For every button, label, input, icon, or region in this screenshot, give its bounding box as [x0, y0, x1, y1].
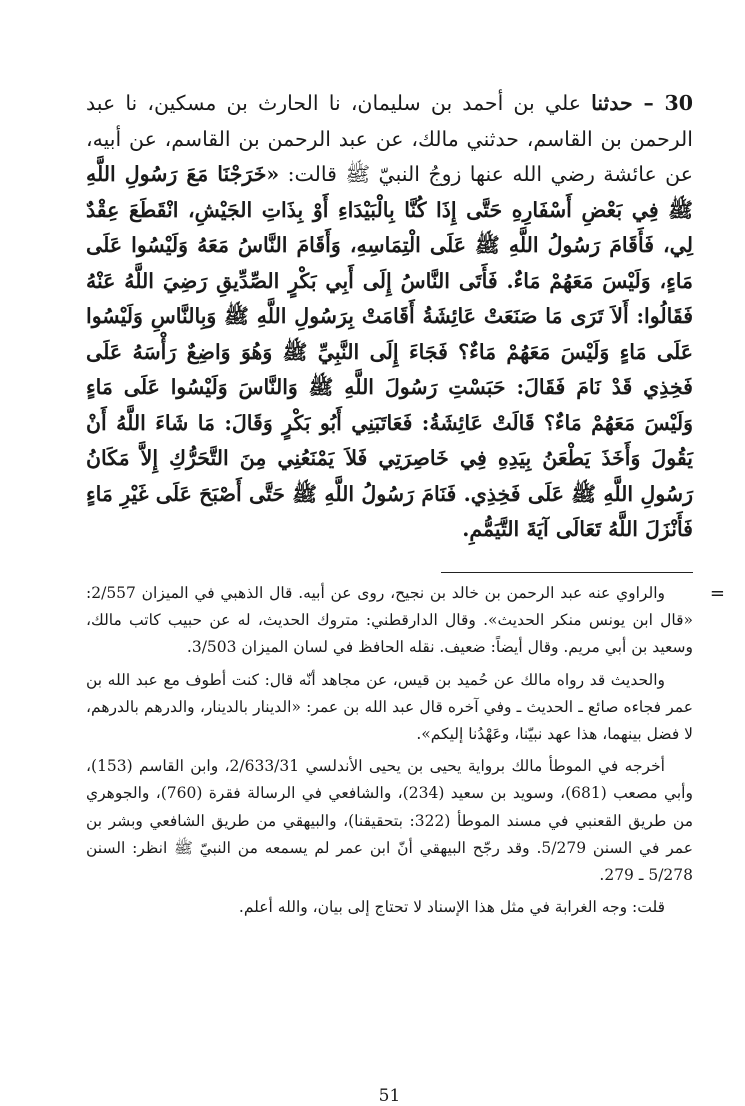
footnote-paragraph: قلت: وجه الغرابة في مثل هذا الإسناد لا تحتاج إلى بيان، والله أعلم.: [238, 898, 665, 917]
footnote-paragraph: أخرجه في الموطأ مالك برواية يحيى بن يحيى الأندلسي 2/633/31، وابن القاسم (153)، وأبي مصعب (681)، وسويد بن سعيد (234)، والشافعي في الرسالة فقرة (760)، والجوهري من طريق القعنبي في مسند الموطأ (322: بتحقيقنا)، والبيهقي من طريق الشافعي وبشر بن عمر في السنن 5/279. وقد رجّح البيهقي أنّ ابن عمر لم يسمعه من النبيّ ﷺ انظر: السنن 5/278 ـ 279.: [86, 757, 693, 885]
footnote-divider: [441, 572, 693, 573]
footnote-continuation-mark: =: [709, 583, 725, 604]
book-page: [86, 86, 725, 1106]
hadith-text: [86, 86, 693, 548]
hadith-isnad: علي بن أحمد بن سليمان، نا الحارث بن مسكين، نا عبد الرحمن بن القاسم، حدثني مالك، عن عبد الرحمن بن القاسم، عن أبيه، عن عائشة رضي الله عنها زوجُ النبيّ ﷺ قالت:: [86, 91, 693, 186]
footnote-paragraph: والراوي عنه عبد الرحمن بن خالد بن نجيح، روى عن أبيه. قال الذهبي في الميزان 2/557: «قال ابن يونس منكر الحديث». وقال الدارقطني: متروك الحديث، له عن حبيب كاتب مالك، وسعيد بن أبي مريم. وقال أيضاً: ضعيف. نقله الحافظ في لسان الميزان 3/503.: [86, 584, 693, 657]
hadith-matn: «خَرَجْنَا مَعَ رَسُولِ اللَّهِ ﷺ فِي بَعْضِ أَسْفَارِهِ حَتَّى إِذَا كُنَّا بِالْبَيْدَاءِ أَوْ بِذَاتِ الجَيْشِ، انْقَطَعَ عِقْدٌ لِي، فَأَقَامَ رَسُولُ اللَّهِ ﷺ عَلَى الْتِمَاسِهِ، وَأَقَامَ النَّاسُ مَعَهُ وَلَيْسُوا عَلَى مَاءٍ، وَلَيْسَ مَعَهُمْ مَاءٌ. فَأَتَى النَّاسُ إِلَى أَبِي بَكْرٍ الصِّدِّيقِ رَضِيَ اللَّهُ عَنْهُ فَقَالُوا: أَلاَ تَرَى مَا صَنَعَتْ عَائِشَةُ أَقَامَتْ بِرَسُولِ اللَّهِ ﷺ وَبِالنَّاسِ وَلَيْسُوا عَلَى مَاءٍ وَلَيْسَ مَعَهُمْ مَاءٌ؟ فَجَاءَ إِلَى النَّبِيِّ ﷺ وَهُوَ وَاضِعٌ رَأْسَهُ عَلَى فَخِذِي قَدْ نَامَ فَقَالَ: حَبَسْتِ رَسُولَ اللَّهِ ﷺ وَالنَّاسَ وَلَيْسُوا عَلَى مَاءٍ وَلَيْسَ مَعَهُمْ مَاءٌ؟ قَالَتْ عَائِشَةُ: فَعَاتَبَنِي أَبُو بَكْرٍ وَقَالَ: مَا شَاءَ اللَّهُ أَنْ يَقُولَ وَأَخَذَ يَطْعَنُ بِيَدِهِ فِي خَاصِرَتِي فَلاَ يَمْنَعُنِي مِنَ التَّحَرُّكِ إِلاَّ مَكَانُ رَسُولِ اللَّهِ ﷺ عَلَى فَخِذِي. فَنَامَ رَسُولُ اللَّهِ ﷺ حَتَّى أَصْبَحَ عَلَى غَيْرِ مَاءٍ فَأَنْزَلَ اللَّهُ تَعَالَى آيَةَ التَّيَمُّمِ.: [86, 162, 693, 541]
hadith-dash: –: [632, 91, 665, 115]
footnote-paragraph: والحديث قد رواه مالك عن حُميد بن قيس، عن مجاهد أنّه قال: كنت أطوف مع عبد الله بن عمر فجاءه صائع ـ الحديث ـ وفي آخره قال عبد الله بن عمر: «الدينار بالدينار، والدرهم بالدرهم، لا فضل بينهما، هذا عهد نبيّنا، وعَهْدُنا إليكم».: [86, 670, 693, 744]
hadith-opening: حدثنا: [591, 91, 633, 115]
hadith-number: 30: [664, 91, 693, 115]
footnotes: [86, 580, 693, 926]
page-number: 51: [378, 1086, 401, 1106]
